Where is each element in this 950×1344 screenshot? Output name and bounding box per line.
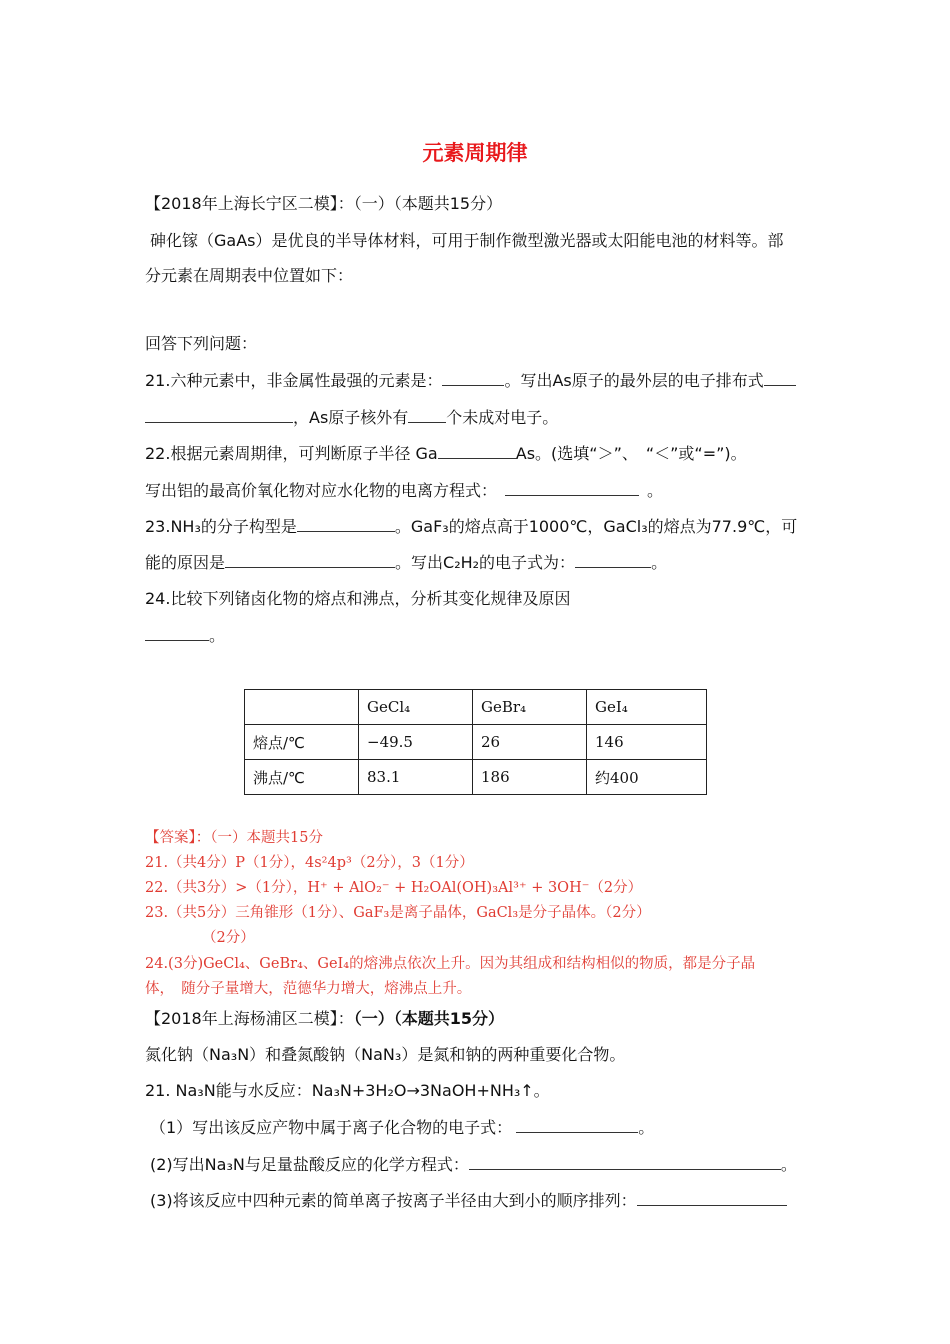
answer-blank bbox=[442, 370, 504, 386]
answer-blank bbox=[145, 407, 293, 423]
intro-line: 砷化镓（GaAs）是优良的半导体材料，可用于制作微型激光器或太阳能电池的材料等。部 bbox=[150, 231, 784, 250]
prompt-text: 回答下列问题： bbox=[145, 334, 258, 353]
answer-blank bbox=[438, 443, 516, 459]
question-text: 21.六种元素中，非金属性最强的元素是： bbox=[145, 371, 443, 390]
question-text: 。 bbox=[780, 1155, 797, 1174]
question-text: 。 bbox=[209, 626, 226, 645]
question-text: As。(选填“＞”、 “＜”或“=”)。 bbox=[515, 444, 747, 463]
question-21: 21. Na₃N能与水反应：Na₃N+3H₂O→3NaOH+NH₃↑。 bbox=[145, 1081, 550, 1100]
question-24-cont bbox=[145, 625, 225, 646]
table-cell: 熔点/℃ bbox=[245, 725, 359, 760]
section-header-source: 【2018年上海杨浦区二模】： bbox=[145, 1009, 354, 1028]
answer-blank bbox=[764, 370, 796, 386]
table-cell: 26 bbox=[473, 725, 587, 760]
answer-blank bbox=[145, 625, 209, 641]
question-22 bbox=[145, 443, 747, 464]
table-header-row bbox=[245, 690, 707, 725]
question-text: 。 bbox=[638, 1118, 655, 1137]
section-header bbox=[145, 1009, 504, 1029]
table-cell: 沸点/℃ bbox=[245, 760, 359, 795]
answer-blank bbox=[575, 552, 651, 568]
table-header-cell: GeBr₄ bbox=[473, 690, 587, 725]
table-header-cell: GeI₄ bbox=[587, 690, 707, 725]
question-text: 写出铝的最高价氧化物对应水化物的电离方程式： bbox=[145, 481, 498, 500]
question-text: 。 bbox=[647, 481, 664, 500]
question-21-1 bbox=[150, 1117, 654, 1138]
question-24: 24.比较下列锗卤化物的熔点和沸点，分析其变化规律及原因 bbox=[145, 589, 571, 608]
intro-line: 氮化钠（Na₃N）和叠氮酸钠（NaN₃）是氮和钠的两种重要化合物。 bbox=[145, 1045, 626, 1064]
answer-blank bbox=[297, 516, 395, 532]
germanium-halide-table bbox=[244, 689, 707, 795]
question-text: 22.根据元素周期律，可判断原子半径 Ga bbox=[145, 444, 438, 463]
question-21-cont bbox=[145, 407, 558, 428]
table-header-cell bbox=[245, 690, 359, 725]
question-22-cont bbox=[145, 480, 663, 501]
question-23 bbox=[145, 516, 797, 537]
question-23-cont bbox=[145, 552, 667, 573]
question-text: (3)将该反应中四种元素的简单离子按离子半径由大到小的顺序排列： bbox=[150, 1191, 637, 1210]
question-text: 。GaF₃的熔点高于1000℃，GaCl₃的熔点为77.9℃，可 bbox=[394, 517, 798, 536]
table-cell: −49.5 bbox=[359, 725, 473, 760]
answer-line: 22.（共3分）>（1分），H⁺ + AlO₂⁻ + H₂OAl(OH)₃Al³⁺ + 3OH⁻（2分） bbox=[145, 880, 643, 896]
question-text: 能的原因是 bbox=[145, 553, 226, 572]
table-header-cell: GeCl₄ bbox=[359, 690, 473, 725]
answer-line: 体， 随分子量增大，范德华力增大，熔沸点上升。 bbox=[145, 981, 472, 997]
question-text: （1）写出该反应产物中属于离子化合物的电子式： bbox=[150, 1118, 513, 1137]
question-text: 。写出As原子的最外层的电子排布式 bbox=[504, 371, 764, 390]
answer-line: 【答案】：（一）本题共15分 bbox=[145, 830, 323, 846]
answer-blank bbox=[408, 407, 446, 423]
table-cell: 146 bbox=[587, 725, 707, 760]
answer-blank bbox=[505, 480, 639, 496]
question-text: (2)写出Na₃N与足量盐酸反应的化学方程式： bbox=[150, 1155, 469, 1174]
table-cell: 83.1 bbox=[359, 760, 473, 795]
answer-blank bbox=[516, 1117, 638, 1133]
table-row bbox=[245, 725, 707, 760]
answer-line: 23.（共5分）三角锥形（1分）、GaF₃是离子晶体，GaCl₃是分子晶体。（2分） bbox=[145, 905, 651, 921]
question-21-2 bbox=[150, 1154, 797, 1175]
answer-line: （2分） bbox=[202, 930, 255, 946]
table-cell: 186 bbox=[473, 760, 587, 795]
question-text: 23.NH₃的分子构型是 bbox=[145, 517, 297, 536]
section-header-title: （一）（本题共15分） bbox=[353, 1009, 505, 1028]
answer-blank bbox=[637, 1190, 787, 1206]
table-cell: 约400 bbox=[587, 760, 707, 795]
question-21 bbox=[145, 370, 796, 391]
page-title: 元素周期律 bbox=[422, 141, 528, 165]
table-row bbox=[245, 760, 707, 795]
question-text: 。写出C₂H₂的电子式为： bbox=[395, 553, 576, 572]
answer-blank bbox=[225, 552, 395, 568]
intro-line: 分元素在周期表中位置如下： bbox=[145, 266, 354, 285]
question-text: ，As原子核外有 bbox=[293, 408, 409, 427]
answer-blank bbox=[469, 1154, 781, 1170]
section-header: 【2018年上海长宁区二模】：（一）（本题共15分） bbox=[145, 194, 503, 213]
question-text: 个未成对电子。 bbox=[446, 408, 559, 427]
answer-line: 24.(3分)GeCl₄、GeBr₄、GeI₄的熔沸点依次上升。因为其组成和结构相似的物质，都是分子晶 bbox=[145, 956, 756, 972]
question-text: 。 bbox=[651, 553, 668, 572]
answer-line: 21.（共4分）P（1分），4s²4p³（2分），3（1分） bbox=[145, 855, 474, 871]
question-21-3 bbox=[150, 1190, 787, 1211]
